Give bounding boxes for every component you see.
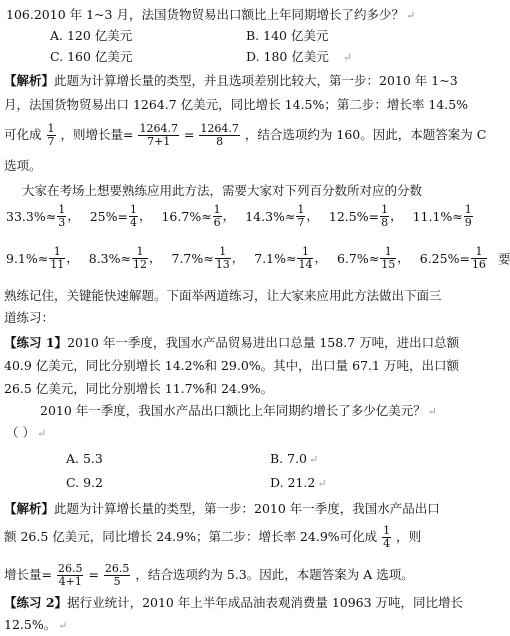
practice1-line3: 26.5 亿美元，同比分别增长 11.7%和 24.9%。 <box>4 381 274 396</box>
fraction-1-7: $\frac{1}{7}$ <box>47 122 55 148</box>
percent-fraction-item <box>90 204 152 229</box>
fraction-row-2 <box>6 246 510 271</box>
practice1-line2: 40.9 亿美元，同比分别增长 14.2%和 29.0%。其中，出口量 67.1 万吨，出口额 <box>4 358 459 373</box>
percent-label: 7.7%≈ <box>171 251 214 266</box>
row-tail-text: 要 <box>497 251 510 267</box>
comma: ， <box>222 208 236 223</box>
percent-label: 12.5%= <box>328 209 380 224</box>
percent-fraction-item <box>413 204 474 229</box>
p1-option-a: A. 5.3 <box>66 451 103 466</box>
fraction: $\frac{1}{6}$ <box>213 203 221 229</box>
percent-label: 9.1%≈ <box>6 251 49 266</box>
p1-option-b: B. 7.0 ↵ <box>270 451 319 466</box>
percent-fraction-item <box>6 246 79 271</box>
analysis-106-line1: 【解析】此题为计算增长量的类型，并且选项差别比较大，第一步：2010 年 1~3 <box>4 73 458 88</box>
percent-label: 14.3%≈ <box>245 209 296 224</box>
option-d: D. 180 亿美元 ↵ <box>246 49 353 64</box>
percent-fraction-item <box>6 204 80 229</box>
fraction-1-4: $\frac{1}{4}$ <box>383 524 391 550</box>
comma: ， <box>148 250 162 265</box>
fraction: $\frac{1}{12}$ <box>132 245 147 271</box>
intro-line-after: 熟练记住，关键能快速解题。下面举两道练习，让大家来应用此方法做出下面三 <box>4 288 442 303</box>
practice1-analysis-line1: 【解析】此题为计算增长量的类型，第一步：2010 年一季度，我国水产品出口 <box>4 501 440 516</box>
comma: ， <box>390 208 403 223</box>
fraction-265-over-5: $\frac{26.5}{5}$ <box>104 562 130 588</box>
paragraph-mark-icon: ↵ <box>342 51 353 64</box>
comma: ， <box>397 250 410 265</box>
paragraph-mark-icon: ↵ <box>317 477 327 490</box>
percent-fraction-item <box>337 246 410 271</box>
fraction-row-1 <box>6 204 484 229</box>
percent-label: 33.3%≈ <box>6 209 57 224</box>
intro-line1: 大家在考场上想要熟练应用此方法，需要大家对下列百分数所对应的分数 <box>22 183 423 198</box>
fraction: $\frac{1}{13}$ <box>215 245 230 271</box>
comma: ， <box>231 250 245 265</box>
fraction: $\frac{1}{11}$ <box>50 245 65 271</box>
practice2-line2: 12.5%。 ↵ <box>4 617 68 632</box>
comma: ， <box>67 208 80 223</box>
percent-fraction-item <box>329 204 403 229</box>
practice1-analysis-line2: 额 26.5 亿美元，同比增长 24.9%；第二步：增长率 24.9%可化成 $\frac{1}{4}$ ，则 <box>4 524 422 550</box>
comma: ， <box>314 250 327 265</box>
fraction-1264-over-7plus1: $\frac{1264.7}{7+1}$ <box>139 122 178 148</box>
fraction-265-over-4plus1: $\frac{26.5}{4+1}$ <box>57 562 83 588</box>
analysis-106-line3: 可化成 $\frac{1}{7}$ ，则增长量= $\frac{1264.7}{7+1}$ = $\frac{1264.7}{8}$ ，结合选项约为 160。因此，本题答案为 C <box>4 122 487 148</box>
comma: ， <box>66 250 79 265</box>
fraction: $\frac{1}{3}$ <box>58 203 66 229</box>
percent-label: 16.7%≈ <box>161 209 212 224</box>
analysis-106-line4: 选项。 <box>4 158 42 173</box>
p1-option-c: C. 9.2 <box>66 475 103 490</box>
fraction: $\frac{1}{8}$ <box>381 203 389 229</box>
intro-line-after2: 道练习： <box>4 310 55 325</box>
fraction: $\frac{1}{14}$ <box>298 245 313 271</box>
option-a: A. 120 亿美元 <box>50 28 133 43</box>
fraction-1264-over-8: $\frac{1264.7}{8}$ <box>200 122 239 148</box>
percent-fraction-item <box>89 246 162 271</box>
percent-label: 7.1%≈ <box>254 251 297 266</box>
percent-label: 11.1%≈ <box>412 209 463 224</box>
practice2-line1: 【练习 2】据行业统计，2010 年上半年成品油表观消费量 10963 万吨，同比增长 <box>4 595 464 610</box>
fraction: $\frac{1}{16}$ <box>471 245 486 271</box>
comma: ， <box>306 208 319 223</box>
percent-label: 25%= <box>89 209 128 224</box>
p1-option-d: D. 21.2 ↵ <box>270 475 327 490</box>
percent-label: 6.25%= <box>419 251 470 266</box>
fraction: $\frac{1}{15}$ <box>381 245 396 271</box>
fraction: $\frac{1}{7}$ <box>297 203 305 229</box>
paragraph-mark-icon: ↵ <box>58 619 68 632</box>
percent-fraction-item <box>245 204 319 229</box>
analysis-106-line2: 月，法国货物贸易出口 1264.7 亿美元，同比增长 14.5%；第二步：增长率 14.5% <box>4 97 469 112</box>
comma: ， <box>138 208 152 223</box>
paragraph-mark-icon: ↵ <box>36 427 47 440</box>
paragraph-mark-icon: ↵ <box>309 453 319 466</box>
paragraph-mark-icon: ↵ <box>405 9 416 22</box>
percent-fraction-item <box>172 246 245 271</box>
option-b: B. 140 亿美元 <box>246 28 329 43</box>
paragraph-mark-icon: ↵ <box>427 405 438 418</box>
fraction: $\frac{1}{9}$ <box>464 203 472 229</box>
practice1-analysis-line3: 增长量= $\frac{26.5}{4+1}$ = $\frac{26.5}{5}$ ，结合选项约为 5.3。因此，本题答案为 A 选项。 <box>4 562 414 588</box>
practice1-question: 2010 年一季度，我国水产品出口额比上年同期约增长了多少亿美元？ ↵ <box>40 403 438 418</box>
fraction: $\frac{1}{4}$ <box>129 203 137 229</box>
percent-label: 8.3%≈ <box>88 251 131 266</box>
option-c: C. 160 亿美元 <box>50 49 133 64</box>
percent-label: 6.7%≈ <box>337 251 380 266</box>
question-106-stem: 106.2010 年 1~3 月，法国货物贸易出口额比上年同期增长了约多少？ ↵ <box>6 7 416 22</box>
practice1-paren: （ ） ↵ <box>6 425 47 440</box>
percent-fraction-item <box>161 204 235 229</box>
practice1-line1: 【练习 1】2010 年一季度，我国水产品贸易进出口总量 158.7 万吨，进出口总额 <box>4 335 460 350</box>
percent-fraction-item <box>420 246 488 271</box>
percent-fraction-item <box>254 246 327 271</box>
